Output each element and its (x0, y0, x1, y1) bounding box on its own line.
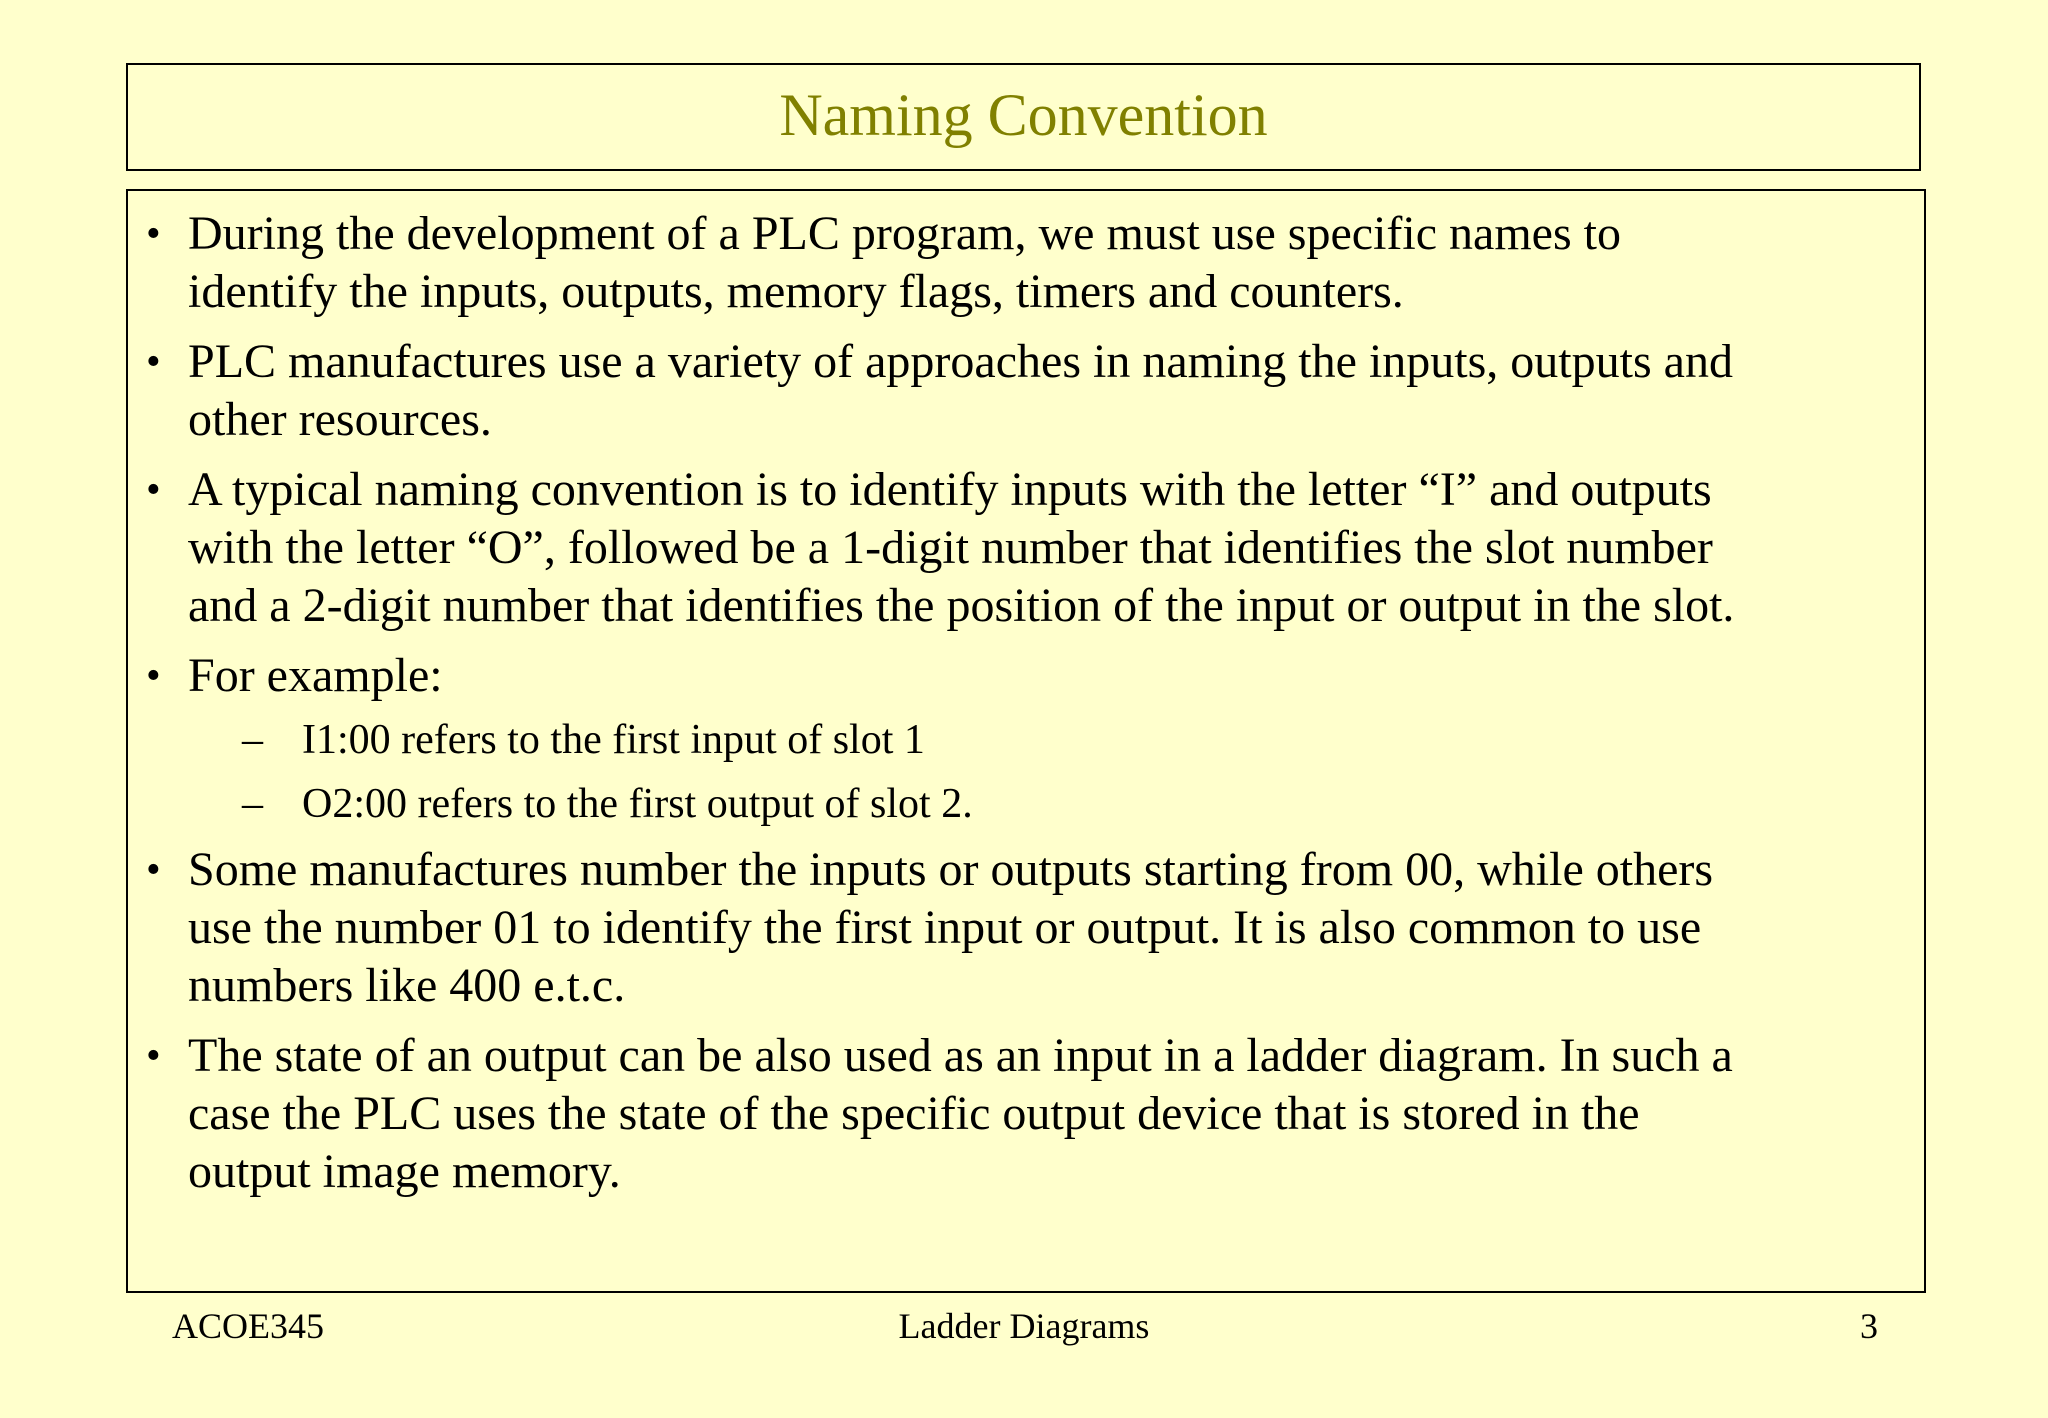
sub-mark: – (242, 717, 263, 763)
sub-item (128, 715, 1924, 765)
bullet-item (128, 841, 1924, 1015)
footer-page-number: 3 (1860, 1306, 1878, 1346)
sub-item (128, 779, 1924, 829)
bullet-mark: • (146, 339, 161, 385)
bullet-mark: • (146, 653, 161, 699)
bullet-line: numbers like 400 e.t.c. (188, 959, 626, 1012)
bullet-mark: • (146, 467, 161, 513)
bullet-line: For example: (188, 649, 443, 702)
bullet-line: use the number 01 to identify the first input or output. It is also common to use (188, 901, 1702, 954)
bullet-line: A typical naming convention is to identify inputs with the letter “I” and outputs (188, 463, 1712, 516)
bullet-line: PLC manufactures use a variety of approaches in naming the inputs, outputs and (188, 335, 1733, 388)
bullet-mark: • (146, 211, 161, 257)
bullet-line: The state of an output can be also used as an input in a ladder diagram. In such a (188, 1029, 1733, 1082)
bullet-mark: • (146, 847, 161, 893)
footer-topic: Ladder Diagrams (898, 1306, 1150, 1346)
sub-mark: – (242, 781, 263, 827)
bullet-mark: • (146, 1033, 161, 1079)
bullet-item (128, 647, 1924, 705)
bullet-item (128, 333, 1924, 449)
content-box (126, 189, 1926, 1293)
bullet-item (128, 205, 1924, 321)
bullet-item (128, 1027, 1924, 1201)
bullet-line: Some manufactures number the inputs or outputs starting from 00, while others (188, 843, 1714, 896)
bullet-line: During the development of a PLC program, we must use specific names to (188, 207, 1621, 260)
footer-course-code: ACOE345 (172, 1306, 324, 1346)
bullet-line: case the PLC uses the state of the specific output device that is stored in the (188, 1087, 1640, 1140)
sub-line: I1:00 refers to the first input of slot 1 (302, 717, 925, 763)
bullet-line: output image memory. (188, 1145, 621, 1198)
bullet-line: other resources. (188, 393, 492, 446)
bullet-line: with the letter “O”, followed be a 1-digit number that identifies the slot number (188, 521, 1713, 574)
bullet-item (128, 461, 1924, 635)
bullet-line: identify the inputs, outputs, memory flags, timers and counters. (188, 265, 1404, 318)
title-box (126, 63, 1921, 171)
sub-line: O2:00 refers to the first output of slot 2. (302, 781, 973, 827)
bullet-line: and a 2-digit number that identifies the position of the input or output in the slot. (188, 579, 1735, 632)
bullet-list (128, 191, 1924, 1198)
slide-title: Naming Convention (779, 82, 1268, 148)
